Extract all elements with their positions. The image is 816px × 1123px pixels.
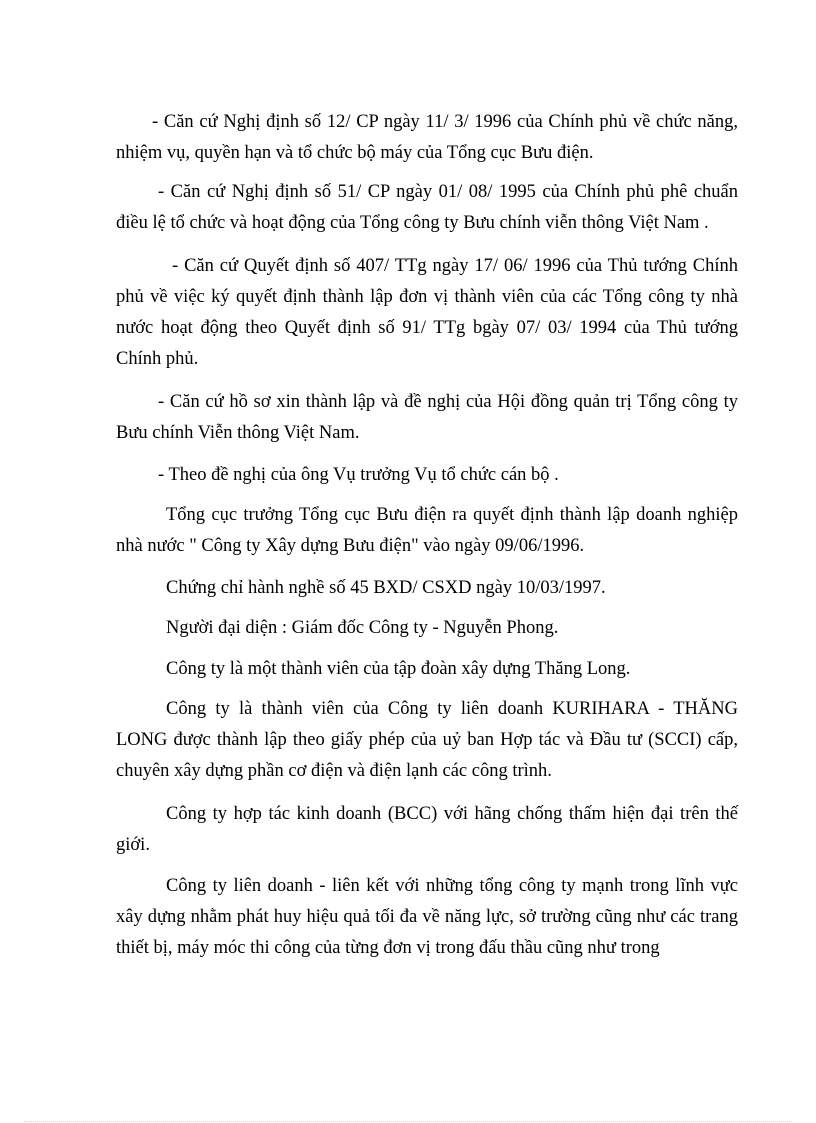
paragraph-group-member: Công ty là một thành viên của tập đoàn xây dựng Thăng Long. xyxy=(166,659,631,679)
paragraph-representative: Người đại diện : Giám đốc Công ty - Nguyễn Phong. xyxy=(166,618,559,638)
paragraph-decision-407: - Căn cứ Quyết định số 407/ TTg ngày 17/ 06/ 1996 của Thủ tướng Chính phủ về việc ký quyết định thành lập đơn vị thành viên của các Tổng công ty nhà nước hoạt động theo Quyết định số 91/ TTg bgày 07/ 03/ 1994 của Thủ tướng Chính phủ. xyxy=(116,256,738,369)
paragraph-alliance: Công ty liên doanh - liên kết với những tổng công ty mạnh trong lĩnh vực xây dựng nhằm phát huy hiệu quả tối đa về năng lực, sở trường cũng như các trang thiết bị, máy móc thi công của từng đơn vị trong đấu thầu cũng như trong xyxy=(116,876,738,958)
paragraph-joint-venture: Công ty là thành viên của Công ty liên doanh KURIHARA - THĂNG LONG được thành lập theo giấy phép của uỷ ban Hợp tác và Đầu tư (SCCI) cấp, chuyên xây dựng phần cơ điện và điện lạnh các công trình. xyxy=(116,699,738,781)
paragraph-dossier: - Căn cứ hồ sơ xin thành lập và đề nghị của Hội đồng quản trị Tổng công ty Bưu chính Viễn thông Việt Nam. xyxy=(116,392,738,443)
paragraph-decree-12: - Căn cứ Nghị định số 12/ CP ngày 11/ 3/ 1996 của Chính phủ về chức năng, nhiệm vụ, quyền hạn và tổ chức bộ máy của Tổng cục Bưu điện. xyxy=(116,112,738,163)
paragraph-establishment: Tổng cục trưởng Tổng cục Bưu điện ra quyết định thành lập doanh nghiệp nhà nước " Công ty Xây dựng Bưu điện" vào ngày 09/06/1996. xyxy=(116,505,738,556)
paragraph-decree-51: - Căn cứ Nghị định số 51/ CP ngày 01/ 08/ 1995 của Chính phủ phê chuẩn điều lệ tổ chức và hoạt động của Tổng công ty Bưu chính viễn thông Việt Nam . xyxy=(116,182,738,233)
paragraph-proposal: - Theo đề nghị của ông Vụ trưởng Vụ tổ chức cán bộ . xyxy=(158,465,559,485)
paragraph-bcc: Công ty hợp tác kinh doanh (BCC) với hãng chống thấm hiện đại trên thế giới. xyxy=(116,804,738,855)
page-bottom-divider xyxy=(24,1121,792,1122)
paragraph-certificate: Chứng chỉ hành nghề số 45 BXD/ CSXD ngày 10/03/1997. xyxy=(166,578,606,598)
